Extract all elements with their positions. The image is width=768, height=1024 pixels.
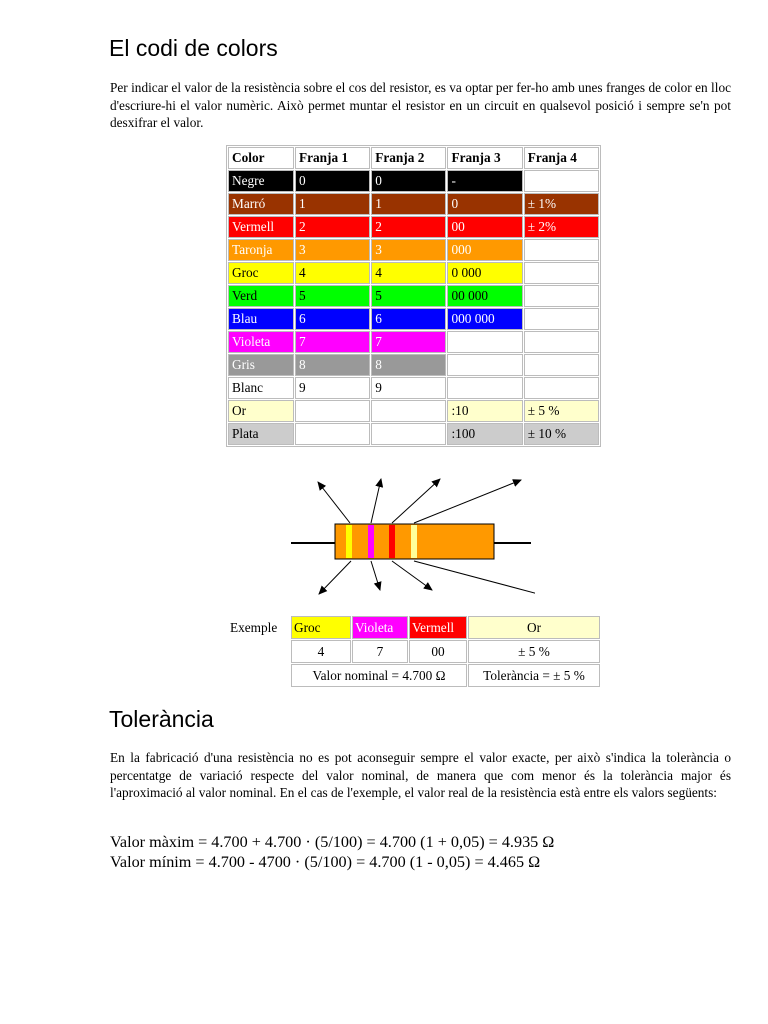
arrow-band-3-down [392,561,432,590]
band-2-cell: 9 [371,377,446,399]
resistor-diagram [285,473,535,603]
color-name-cell: Blau [228,308,294,330]
band-3-cell: - [447,170,522,192]
arrow-band-1-down [319,561,351,594]
section-title-tolerance: Tolerància [109,706,214,732]
color-name-cell: Taronja [228,239,294,261]
arrow-band-3-up [392,479,440,523]
header-color: Color [228,147,294,169]
resistor-band-3 [389,525,395,558]
table-row [228,308,599,330]
band-4-cell: ± 10 % [524,423,599,445]
band-3-cell: 0 [447,193,522,215]
band-2-cell: 7 [371,331,446,353]
band-3-cell [447,377,522,399]
table-row [228,216,599,238]
band-4-cell [524,308,599,330]
color-name-cell: Vermell [228,216,294,238]
band-2-cell: 0 [371,170,446,192]
band-3-cell: 000 000 [447,308,522,330]
band-2-cell: 1 [371,193,446,215]
example-color-3: Vermell [409,616,467,639]
band-3-cell: 00 [447,216,522,238]
band-4-cell [524,331,599,353]
table-header-row [228,147,599,169]
band-2-cell: 6 [371,308,446,330]
example-colors-row [228,616,600,639]
example-nominal-value: Valor nominal = 4.700 Ω [291,664,467,687]
band-1-cell: 5 [295,285,370,307]
color-name-cell: Gris [228,354,294,376]
band-1-cell: 4 [295,262,370,284]
table-row [228,377,599,399]
band-1-cell: 0 [295,170,370,192]
color-name-cell: Or [228,400,294,422]
tolerance-paragraph: En la fabricació d'una resistència no es pot aconseguir sempre el valor exacte, per això s'indica la tolerància o percentatge de variació respecte del valor nominal, de manera que com menor és la tolerància major és l'aproximació al valor nominal. En el cas de l'exemple, el valor real de la resistència està entre els valors següents: [110,750,731,800]
formula-max: Valor màxim = 4.700 + 4.700 · (5/100) = 4.700 (1 + 0,05) = 4.935 Ω [110,833,555,851]
color-name-cell: Marró [228,193,294,215]
band-1-cell: 6 [295,308,370,330]
band-2-cell [371,423,446,445]
band-2-cell: 2 [371,216,446,238]
band-3-cell: 0 000 [447,262,522,284]
band-3-cell: :100 [447,423,522,445]
band-3-cell [447,331,522,353]
table-row [228,170,599,192]
example-value-2: 7 [352,640,408,663]
table-row [228,239,599,261]
band-4-cell [524,262,599,284]
example-empty-cell [228,664,290,687]
band-1-cell: 3 [295,239,370,261]
color-code-table [226,145,601,447]
band-3-cell [447,354,522,376]
band-1-cell: 7 [295,331,370,353]
example-value-3: 00 [409,640,467,663]
table-row [228,400,599,422]
band-4-cell: ± 1% [524,193,599,215]
table-row [228,354,599,376]
header-band-4: Franja 4 [524,147,599,169]
page-title: El codi de colors [109,35,278,61]
band-2-cell: 5 [371,285,446,307]
table-row [228,331,599,353]
band-3-cell: 00 000 [447,285,522,307]
example-values-row [228,640,600,663]
color-name-cell: Verd [228,285,294,307]
arrow-band-4-down [414,561,535,596]
example-color-2: Violeta [352,616,408,639]
color-name-cell: Violeta [228,331,294,353]
example-tolerance: Tolerància = ± 5 % [468,664,600,687]
band-4-cell [524,285,599,307]
band-4-cell [524,239,599,261]
example-value-4: ± 5 % [468,640,600,663]
band-1-cell: 1 [295,193,370,215]
resistor-band-1 [346,525,352,558]
band-2-cell: 8 [371,354,446,376]
header-band-1: Franja 1 [295,147,370,169]
color-name-cell: Negre [228,170,294,192]
example-result-row [228,664,600,687]
resistor-band-2 [368,525,374,558]
band-4-cell [524,354,599,376]
band-2-cell: 4 [371,262,446,284]
resistor-band-4 [411,525,417,558]
example-color-4: Or [468,616,600,639]
band-1-cell: 8 [295,354,370,376]
table-row [228,262,599,284]
color-name-cell: Blanc [228,377,294,399]
example-table [227,615,601,688]
band-4-cell [524,377,599,399]
color-name-cell: Groc [228,262,294,284]
arrow-band-2-up [371,479,381,523]
example-label: Exemple [230,619,278,635]
example-empty-cell [228,640,290,663]
band-4-cell [524,170,599,192]
band-1-cell: 9 [295,377,370,399]
arrow-band-2-down [371,561,380,590]
band-4-cell: ± 2% [524,216,599,238]
arrow-band-4-up [414,480,521,523]
band-1-cell: 2 [295,216,370,238]
table-row [228,423,599,445]
color-name-cell: Plata [228,423,294,445]
table-row [228,193,599,215]
formula-min: Valor mínim = 4.700 - 4700 · (5/100) = 4.700 (1 - 0,05) = 4.465 Ω [110,853,541,871]
header-band-2: Franja 2 [371,147,446,169]
band-4-cell: ± 5 % [524,400,599,422]
band-3-cell: :10 [447,400,522,422]
example-value-1: 4 [291,640,351,663]
band-1-cell [295,423,370,445]
band-2-cell [371,400,446,422]
intro-paragraph: Per indicar el valor de la resistència sobre el cos del resistor, es va optar per fer-ho amb unes franges de color en lloc d'escriure-hi el valor numèric. Això permet muntar el resistor en un circuit en qualsevol posició i sempre se'n pot desxifrar el valor. [110,80,731,130]
band-1-cell [295,400,370,422]
header-band-3: Franja 3 [447,147,522,169]
example-color-1: Groc [291,616,351,639]
band-2-cell: 3 [371,239,446,261]
table-row [228,285,599,307]
arrow-band-1-up [318,482,350,523]
band-3-cell: 000 [447,239,522,261]
